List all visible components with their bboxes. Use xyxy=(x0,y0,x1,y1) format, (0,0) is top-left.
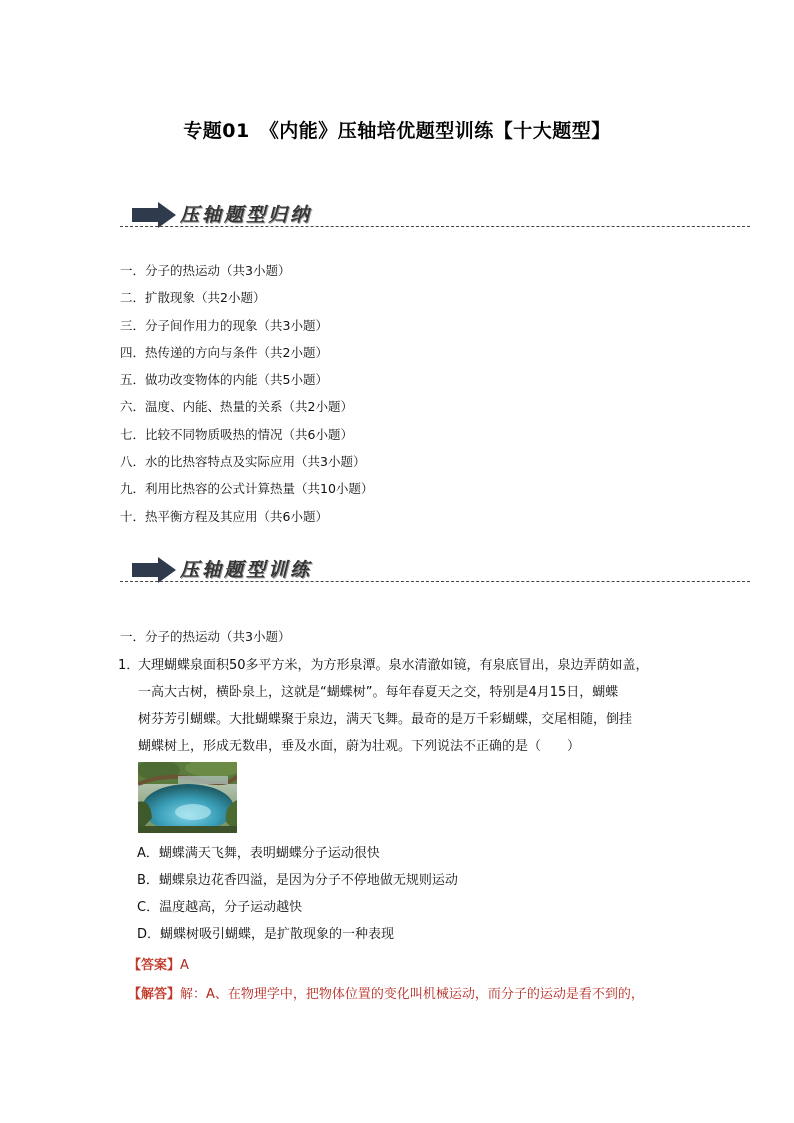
topic-item: 五．做功改变物体的内能（共5小题） xyxy=(120,372,328,388)
option-c: C．温度越高，分子运动越快 xyxy=(137,900,303,915)
topic-item: 六．温度、内能、热量的关系（共2小题） xyxy=(120,399,353,415)
section-banner-summary xyxy=(120,196,750,236)
question-line: 蝴蝶树上，形成无数串，垂及水面，蔚为壮观。下列说法不正确的是（ ） xyxy=(138,739,581,754)
question-line: 一高大古树，横卧泉上，这就是“蝴蝶树”。每年春夏天之交，特别是4月15日，蝴蝶 xyxy=(138,685,619,700)
section-banner-training xyxy=(120,551,750,591)
topic-list xyxy=(120,262,680,535)
topic-item: 九．利用比热容的公式计算热量（共10小题） xyxy=(120,481,374,497)
question-line: 树芬芳引蝴蝶。大批蝴蝶聚于泉边，满天飞舞。最奇的是万千彩蝴蝶，交尾相随，倒挂 xyxy=(138,712,633,727)
topic-item: 四．热传递的方向与条件（共2小题） xyxy=(120,344,328,360)
page-title: 专题01 《内能》压轴培优题型训练【十大题型】 xyxy=(183,120,611,142)
banner-title: 压轴题型归纳 xyxy=(180,204,313,226)
topic-item: 八．水的比热容特点及实际应用（共3小题） xyxy=(120,454,366,470)
question-1 xyxy=(118,652,688,760)
divider xyxy=(120,581,750,582)
answer-options xyxy=(137,844,697,952)
divider xyxy=(120,226,750,227)
analysis-line xyxy=(128,983,688,1002)
option-b: B．蝴蝶泉边花香四溢，是因为分子不停地做无规则运动 xyxy=(137,873,458,888)
answer-line xyxy=(128,954,189,973)
arrow-right-icon xyxy=(132,202,176,228)
analysis-text: 解：A、在物理学中，把物体位置的变化叫机械运动，而分子的运动是看不到的， xyxy=(180,987,644,1002)
question-number: 1． xyxy=(118,658,140,673)
answer-value: A xyxy=(180,958,189,973)
question-line: 大理蝴蝶泉面积50多平方米，为方形泉潭。泉水清澈如镜，有泉底冒出，泉边弄荫如盖， xyxy=(138,658,649,673)
topic-item: 十．热平衡方程及其应用（共6小题） xyxy=(120,508,328,524)
arrow-right-icon xyxy=(132,557,176,583)
topic-item: 一．分子的热运动（共3小题） xyxy=(120,263,291,278)
topic-item: 三．分子间作用力的现象（共3小题） xyxy=(120,317,328,333)
question-stem xyxy=(118,652,688,760)
banner-title: 压轴题型训练 xyxy=(180,559,313,581)
answer-label: 【答案】 xyxy=(128,958,181,973)
option-d: D．蝴蝶树吸引蝴蝶，是扩散现象的一种表现 xyxy=(137,927,395,942)
butterfly-spring-photo xyxy=(138,762,237,833)
section-heading: 一．分子的热运动（共3小题） xyxy=(120,629,291,644)
analysis-label: 【解答】 xyxy=(128,987,181,1002)
option-a: A．蝴蝶满天飞舞，表明蝴蝶分子运动很快 xyxy=(137,846,380,861)
topic-item: 七．比较不同物质吸热的情况（共6小题） xyxy=(120,426,353,442)
topic-item: 二．扩散现象（共2小题） xyxy=(120,290,266,306)
